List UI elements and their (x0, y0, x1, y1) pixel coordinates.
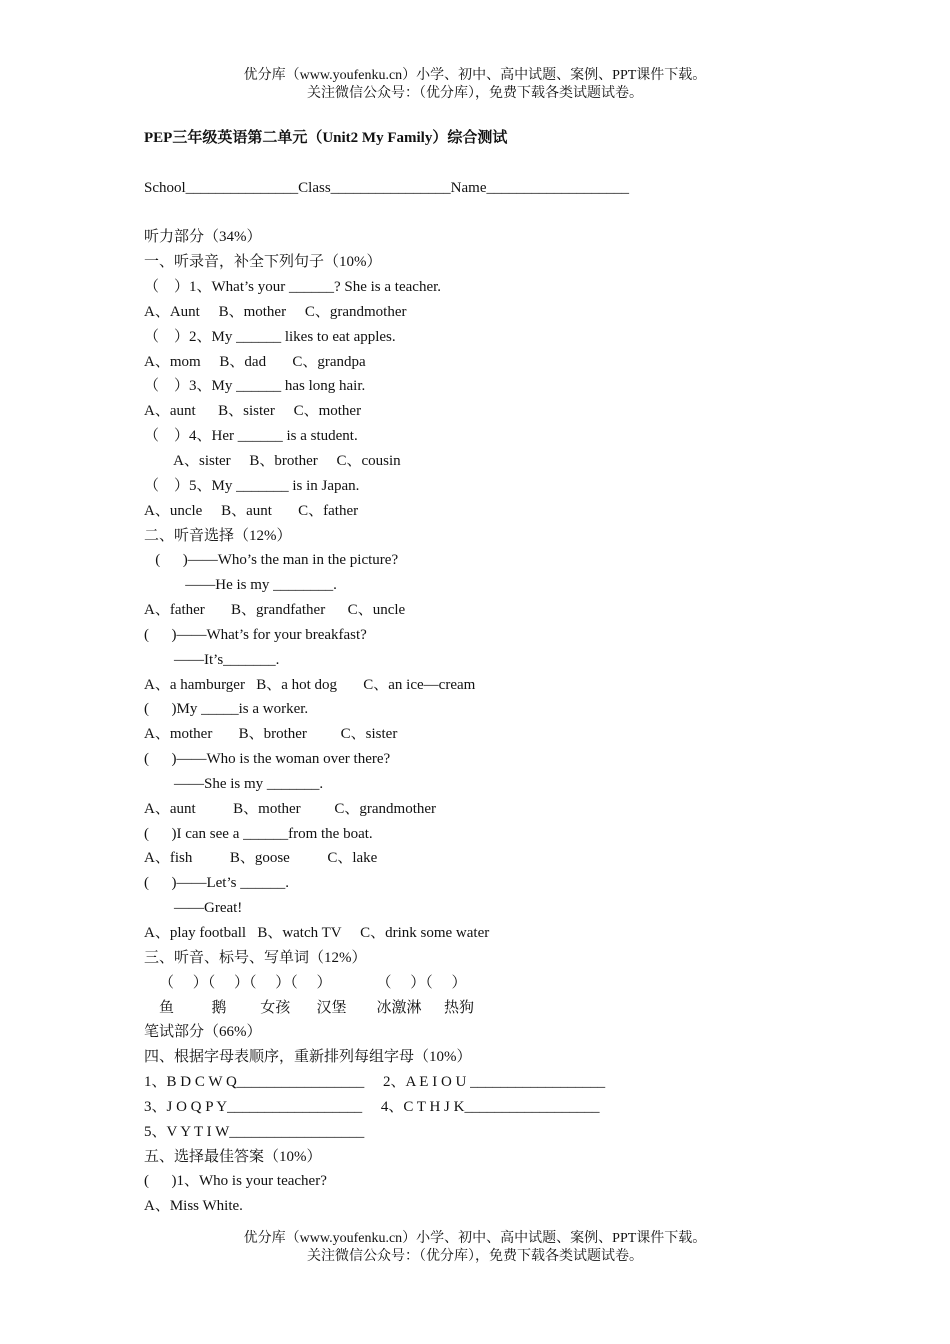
text-line: ( )——What’s for your breakfast? (144, 626, 367, 643)
text-line: （ ）3、My ______ has long hair. (144, 378, 366, 395)
text-line: 二、听音选择（12%） (144, 527, 292, 544)
text-line: A、father B、grandfather C、uncle (144, 602, 406, 619)
text-line: ——Great! (144, 900, 243, 917)
question-lines (144, 225, 844, 1219)
page-header (0, 67, 950, 103)
text-line: 一、听录音，补全下列句子（10%） (144, 254, 382, 271)
text-line: ( )——Let’s ______. (144, 875, 289, 892)
text-line: A、play football B、watch TV C、drink some water (144, 925, 490, 941)
text-line: ( )——Who’s the man in the picture? (144, 552, 399, 569)
text-line: （ ）4、Her ______ is a student. (144, 428, 358, 445)
text-line: ( )1、Who is your teacher? (144, 1173, 327, 1190)
text-line: ——It’s_______. (144, 651, 280, 668)
text-line: A、sister B、brother C、cousin (144, 452, 401, 469)
text-line: A、Miss White. (144, 1198, 243, 1215)
text-line: （ ）2、My ______ likes to eat apples. (144, 328, 396, 345)
footer-line-1: 优分库（www.youfenku.cn）小学、初中、高中试题、案例、PPT课件下载。 (243, 1231, 707, 1246)
text-line: A、uncle B、aunt C、father (144, 502, 359, 519)
header-line-1: 优分库（www.youfenku.cn）小学、初中、高中试题、案例、PPT课件下载。 (243, 68, 707, 83)
text-line: （ ）5、My _______ is in Japan. (144, 477, 360, 494)
text-line: 1、B D C W Q_________________ 2、A E I O U __________________ (144, 1074, 606, 1091)
text-line: 四、根据字母表顺序，重新排列每组字母（10%） (144, 1049, 472, 1066)
text-line: 鱼 鹅 女孩 汉堡 冰激淋 热狗 (144, 999, 475, 1016)
text-line: （ ）1、What’s your ______? She is a teacher. (144, 279, 442, 296)
text-line: A、aunt B、sister C、mother (144, 403, 362, 420)
text-line: 三、听音、标号、写单词（12%） (144, 949, 367, 966)
text-line: 3、J O Q P Y__________________ 4、C T H J K__________________ (144, 1098, 600, 1115)
text-line: ——He is my ________. (144, 577, 337, 594)
document-body (144, 126, 844, 1219)
student-info-line: School_______________Class________________Name___________________ (144, 179, 629, 196)
document-title: PEP三年级英语第二单元（Unit2 My Family）综合测试 (144, 130, 508, 146)
text-line: ( )My _____is a worker. (144, 701, 309, 718)
text-line: 五、选择最佳答案（10%） (144, 1148, 322, 1165)
text-line: 听力部分（34%） (144, 229, 262, 246)
text-line: A、a hamburger B、a hot dog C、an ice—cream (144, 676, 476, 693)
page-footer (0, 1230, 950, 1266)
text-line: ——She is my _______. (144, 775, 324, 792)
text-line: 笔试部分（66%） (144, 1024, 262, 1041)
text-line: ( )——Who is the woman over there? (144, 751, 391, 768)
text-line: A、Aunt B、mother C、grandmother (144, 303, 407, 320)
text-line: A、fish B、goose C、lake (144, 850, 378, 867)
text-line: 5、V Y T I W__________________ (144, 1123, 365, 1140)
text-line: A、aunt B、mother C、grandmother (144, 800, 437, 817)
text-line: （ ）（ ）（ ）（ ） （ ）（ ） (144, 974, 467, 991)
text-line: A、mother B、brother C、sister (144, 726, 398, 743)
text-line: ( )I can see a ______from the boat. (144, 825, 373, 842)
footer-line-2: 关注微信公众号：（优分库），免费下载各类试题试卷。 (307, 1249, 643, 1264)
header-line-2: 关注微信公众号：（优分库），免费下载各类试题试卷。 (307, 86, 643, 101)
text-line: A、mom B、dad C、grandpa (144, 353, 366, 370)
